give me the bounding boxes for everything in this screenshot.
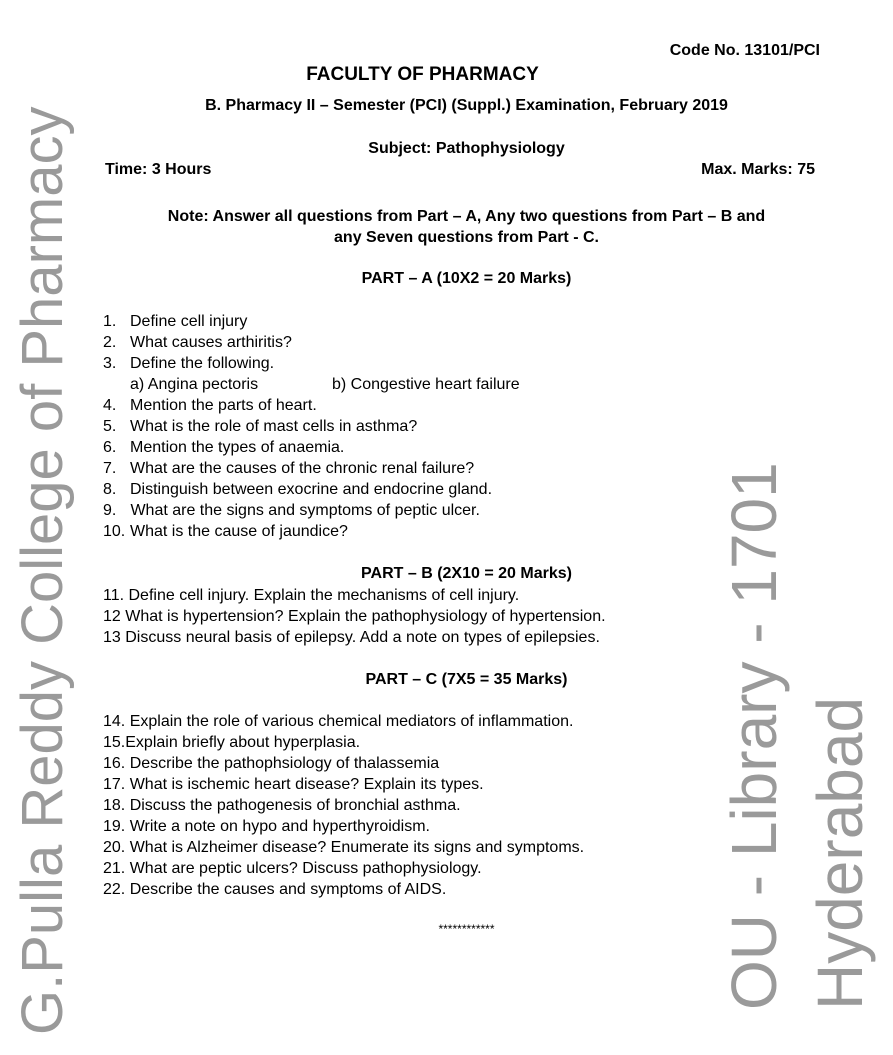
- question: 6. Mention the types of anaemia.: [103, 439, 345, 456]
- part-b-heading: PART – B (2X10 = 20 Marks): [361, 565, 572, 582]
- instructions-note: [20, 206, 893, 248]
- part-a-questions: [103, 311, 520, 542]
- faculty-title: FACULTY OF PHARMACY: [306, 64, 539, 85]
- watermark-library: OU - Library - 1701: [718, 462, 790, 1010]
- question: 8. Distinguish between exocrine and endocrine gland.: [103, 481, 493, 498]
- end-mark: ************: [438, 922, 495, 936]
- question: 13 Discuss neural basis of epilepsy. Add a note on types of epilepsies.: [103, 629, 600, 646]
- question: 5. What is the role of mast cells in asthma?: [103, 418, 418, 435]
- question: 2. What causes arthiritis?: [103, 334, 292, 351]
- part-c-questions: [103, 711, 584, 900]
- question: 21. What are peptic ulcers? Discuss pathophysiology.: [103, 860, 482, 877]
- question: 9. What are the signs and symptoms of peptic ulcer.: [103, 502, 480, 519]
- question: 16. Describe the pathophsiology of thalassemia: [103, 755, 440, 772]
- question: 7. What are the causes of the chronic renal failure?: [103, 460, 475, 477]
- question: 20. What is Alzheimer disease? Enumerate its signs and symptoms.: [103, 839, 585, 856]
- watermark-college: G.Pulla Reddy College of Pharmacy: [10, 106, 75, 1035]
- subject: Subject: Pathophysiology: [368, 140, 565, 157]
- question: 15.Explain briefly about hyperplasia.: [103, 734, 361, 751]
- part-c-heading: PART – C (7X5 = 35 Marks): [365, 671, 568, 688]
- question-sub: a) Angina pectoris b) Congestive heart failure: [130, 376, 520, 393]
- question: 11. Define cell injury. Explain the mechanisms of cell injury.: [103, 587, 520, 604]
- question: 22. Describe the causes and symptoms of AIDS.: [103, 881, 447, 898]
- question: 3. Define the following.: [103, 355, 275, 372]
- question: 14. Explain the role of various chemical mediators of inflammation.: [103, 713, 574, 730]
- note-line: Note: Answer all questions from Part – A, Any two questions from Part – B and: [167, 208, 766, 225]
- part-b-questions: [103, 585, 606, 648]
- note-line: any Seven questions from Part - C.: [334, 229, 599, 246]
- question: 1. Define cell injury: [103, 313, 248, 330]
- time: Time: 3 Hours: [105, 161, 212, 178]
- question: 10. What is the cause of jaundice?: [103, 523, 348, 540]
- question: 18. Discuss the pathogenesis of bronchial asthma.: [103, 797, 461, 814]
- watermark-city: Hyderabad: [804, 696, 876, 1010]
- question: 19. Write a note on hypo and hyperthyroidism.: [103, 818, 430, 835]
- exam-title: B. Pharmacy II – Semester (PCI) (Suppl.) Examination, February 2019: [205, 97, 728, 114]
- code-number: Code No. 13101/PCI: [669, 42, 820, 59]
- part-a-heading: PART – A (10X2 = 20 Marks): [361, 270, 572, 287]
- question: 12 What is hypertension? Explain the pathophysiology of hypertension.: [103, 608, 606, 625]
- question: 4. Mention the parts of heart.: [103, 397, 317, 414]
- max-marks: Max. Marks: 75: [701, 161, 815, 178]
- question: 17. What is ischemic heart disease? Explain its types.: [103, 776, 484, 793]
